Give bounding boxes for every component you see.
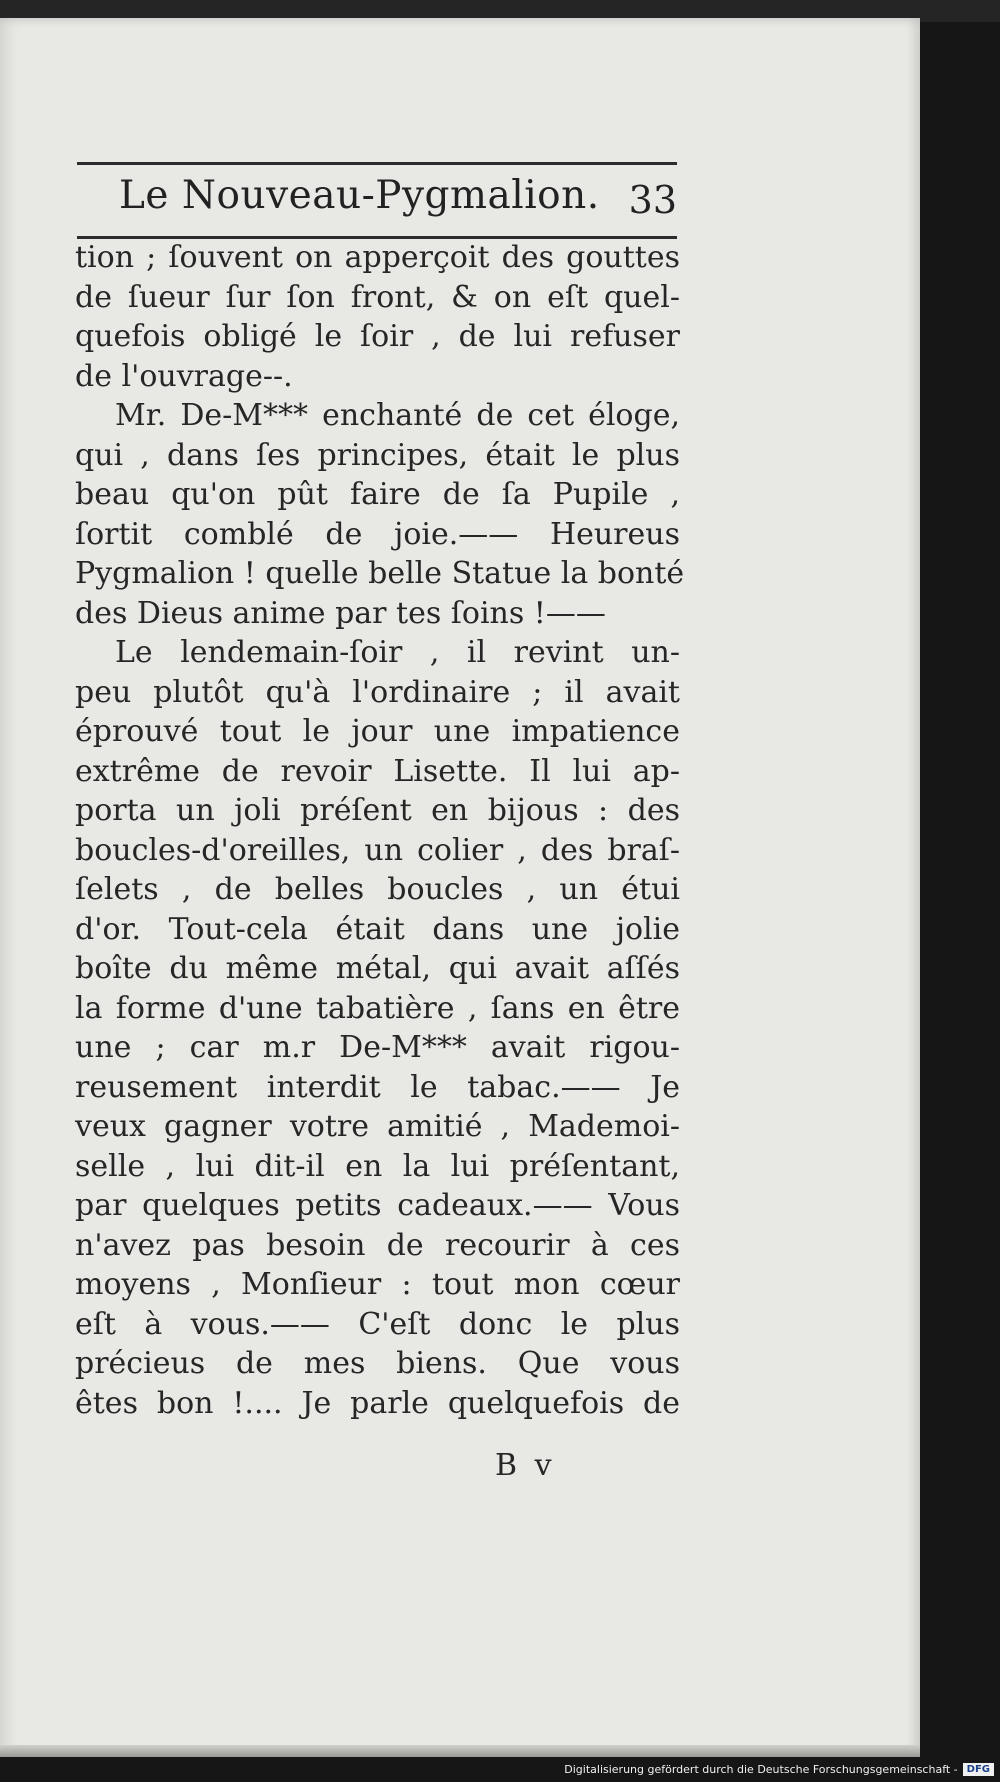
text-line: d'or. Tout-cela était dans une jolie: [75, 911, 680, 947]
credit-text: Digitalisierung gefördert durch die Deutsche Forschungsgemeinschaft -: [564, 1763, 958, 1776]
digitization-credit: [564, 1763, 994, 1776]
text-line: boîte du même métal, qui avait aſſés: [75, 951, 680, 986]
text-line: des Dieus anime par tes ſoins !——: [75, 595, 606, 631]
text-line: tion ; ſouvent on apperçoit des gouttes: [75, 240, 680, 275]
body-text: [75, 238, 685, 1423]
text-line: veux gagner votre amitié , Mademoi-: [75, 1109, 680, 1144]
signature-mark: B v: [495, 1448, 556, 1483]
text-line: reusement interdit le tabac.—— Je: [75, 1069, 680, 1105]
running-title: Le Nouveau-Pygmalion.: [119, 173, 600, 218]
text-line: quefois obligé le ſoir , de lui refuser: [75, 319, 680, 354]
text-line: Pygmalion ! quelle belle Statue la bonté: [75, 556, 685, 591]
text-line: Le lendemain-ſoir , il revint un-: [115, 635, 680, 670]
text-line: une ; car m.r De-M*** avait rigou-: [75, 1030, 680, 1065]
text-line: de ſueur ſur ſon front, & on eſt quel-: [75, 279, 680, 315]
text-line: ſortit comblé de joie.—— Heureus: [75, 516, 680, 552]
text-line: beau qu'on pût faire de ſa Pupile ,: [75, 477, 680, 512]
text-line: ſelets , de belles boucles , un étui: [75, 872, 680, 907]
text-line: la forme d'une tabatière , ſans en être: [75, 990, 680, 1026]
dfg-logo: DFG: [963, 1763, 994, 1776]
text-line: porta un joli préſent en bijous : des: [75, 793, 680, 828]
page-header: [77, 150, 677, 240]
text-line: selle , lui dit-il en la lui préſentant,: [75, 1148, 680, 1184]
text-line: moyens , Monſieur : tout mon cœur: [75, 1267, 680, 1302]
text-line: boucles-d'oreilles, un colier , des braſ-: [75, 832, 680, 868]
page-number: 33: [628, 178, 677, 222]
text-line: peu plutôt qu'à l'ordinaire ; il avait: [75, 674, 680, 710]
page-bottom-edge: [0, 1745, 920, 1757]
text-line: êtes bon !.... Je parle quelquefois de: [75, 1385, 680, 1421]
text-line: éprouvé tout le jour une impatience: [75, 714, 680, 749]
text-line: extrême de revoir Lisette. Il lui ap-: [75, 753, 680, 789]
header-rule-top: [77, 162, 677, 165]
text-line: qui , dans ſes principes, était le plus: [75, 437, 680, 473]
text-line: précieus de mes biens. Que vous: [75, 1346, 680, 1381]
text-line: Mr. De-M*** enchanté de cet éloge,: [115, 398, 680, 433]
text-line: par quelques petits cadeaux.—— Vous: [75, 1188, 680, 1223]
text-line: n'avez pas besoin de recourir à ces: [75, 1227, 680, 1263]
text-line: eſt à vous.—— C'eſt donc le plus: [75, 1306, 680, 1342]
text-line: de l'ouvrage--.: [75, 358, 293, 394]
